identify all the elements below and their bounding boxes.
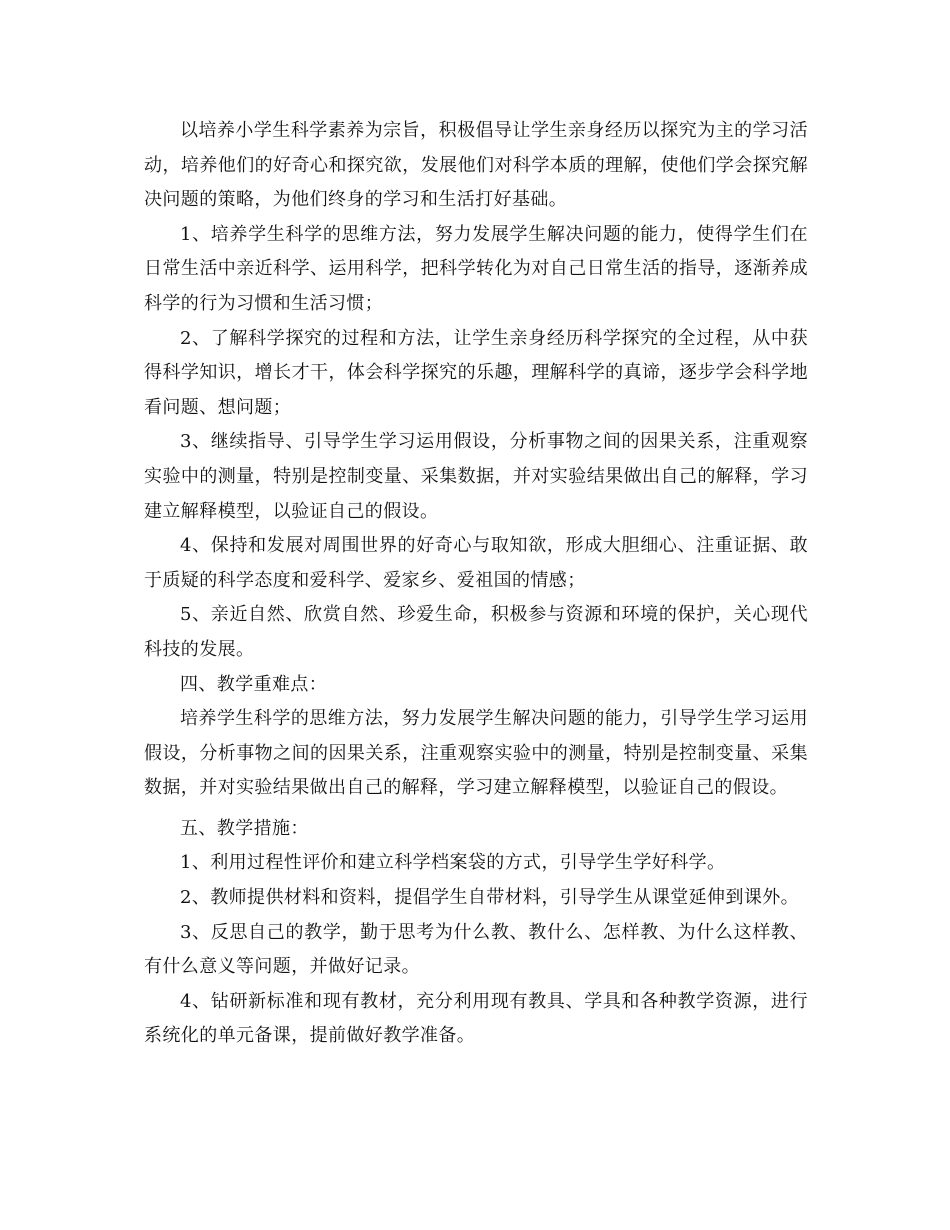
key-points-paragraph: 培养学生科学的思维方法，努力发展学生解决问题的能力，引导学生学习运用假设，分析事物之间的因果关系，注重观察实验中的测量，特别是控制变量、采集数据，并对实验结果做出自己的解释，学习建立解释模型，以验证自己的假设。 bbox=[144, 708, 808, 799]
measure-item-2: 2、教师提供材料和资料，提倡学生自带材料，引导学生从课堂延伸到课外。 bbox=[180, 887, 800, 909]
measure-item-3: 3、反思自己的教学，勤于思考为什么教、教什么、怎样教、为什么这样教、有什么意义等问题，并做好记录。 bbox=[144, 921, 808, 978]
goal-item-2: 2、了解科学探究的过程和方法，让学生亲身经历科学探究的全过程，从中获得科学知识，增长才干，体会科学探究的乐趣，理解科学的真谛，逐步学会科学地看问题、想问题； bbox=[144, 327, 808, 418]
measure-item-4: 4、钻研新标准和现有教材，充分利用现有教具、学具和各种教学资源，进行系统化的单元备课，提前做好教学准备。 bbox=[144, 990, 808, 1047]
intro-paragraph: 以培养小学生科学素养为宗旨，积极倡导让学生亲身经历以探究为主的学习活动，培养他们的好奇心和探究欲，发展他们对科学本质的理解，使他们学会探究解决问题的策略，为他们终身的学习和生活打好基础。 bbox=[144, 120, 808, 211]
section-heading-measures: 五、教学措施： bbox=[180, 817, 309, 839]
measure-item-1: 1、利用过程性评价和建立科学档案袋的方式，引导学生学好科学。 bbox=[180, 852, 726, 874]
goal-item-4: 4、保持和发展对周围世界的好奇心与取知欲，形成大胆细心、注重证据、敢于质疑的科学态度和爱科学、爱家乡、爱祖国的情感； bbox=[144, 535, 808, 591]
section-heading-key-points: 四、教学重难点： bbox=[180, 673, 328, 695]
document-page bbox=[144, 114, 808, 1054]
goal-item-3: 3、继续指导、引导学生学习运用假设，分析事物之间的因果关系，注重观察实验中的测量，特别是控制变量、采集数据，并对实验结果做出自己的解释，学习建立解释模型，以验证自己的假设。 bbox=[144, 431, 808, 522]
goal-item-5: 5、亲近自然、欣赏自然、珍爱生命，积极参与资源和环境的保护，关心现代科技的发展。 bbox=[144, 604, 808, 660]
goal-item-1: 1、培养学生科学的思维方法，努力发展学生解决问题的能力，使得学生们在日常生活中亲近科学、运用科学，把科学转化为对自己日常生活的指导，逐渐养成科学的行为习惯和生活习惯； bbox=[144, 223, 808, 314]
